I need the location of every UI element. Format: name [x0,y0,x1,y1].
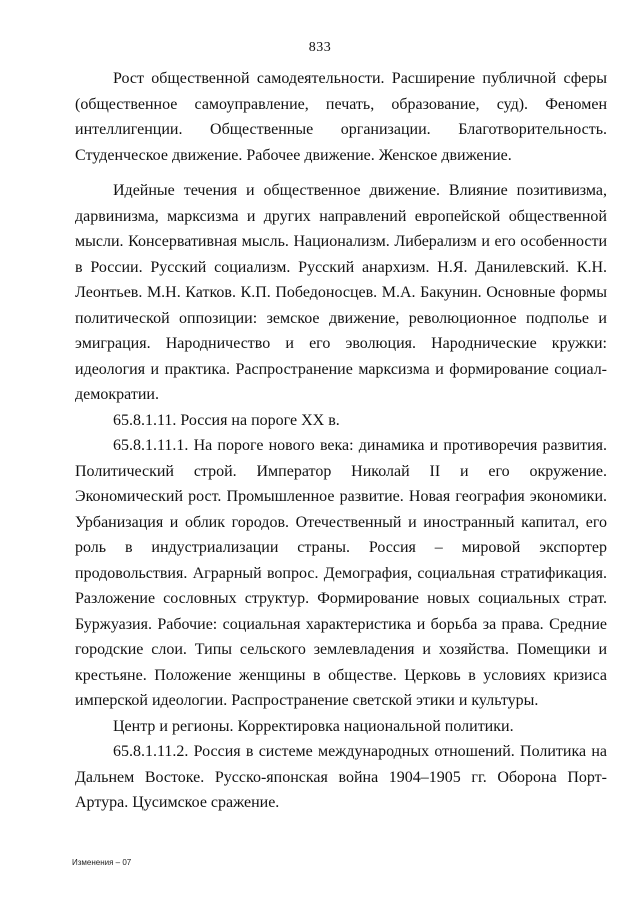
paragraph-international-relations: 65.8.1.11.2. Россия в системе международных отношений. Политика на Дальнем Востоке. Русско-японская война 1904–1905 гг. Оборона Порт-Артура. Цусимское сражение. [75,743,607,811]
paragraph-center-regions: Центр и регионы. Корректировка национальной политики. [113,717,514,735]
page-number: 833 [308,40,332,55]
section-heading-russia-xx-century: 65.8.1.11. Россия на пороге XX в. [113,411,340,429]
footer-revision-note: Изменения – 07 [72,858,132,867]
paragraph-ideological-movements: Идейные течения и общественное движение. Влияние позитивизма, дарвинизма, марксизма и других направлений европейской общественной мысли. Консервативная мысль. Национализм. Либерализм и его особенности в России. Русский социализм. Русский анархизм. Н.Я. Данилевский. К.Н. Леонтьев. М.Н. Катков. К.П. Победоносцев. М.А. Бакунин. Основные формы политической оппозиции: земское движение, революционное подполье и эмиграция. Народничество и его эволюция. Народнические кружки: идеология и практика. Распространение марксизма и формирование социал-демократии. [75,182,607,403]
paragraph-public-activity: Рост общественной самодеятельности. Расширение публичной сферы (общественное самоуправление, печать, образование, суд). Феномен интеллигенции. Общественные организации. Благотворительность. Студенческое движение. Рабочее движение. Женское движение. [75,70,607,164]
paragraph-new-century: 65.8.1.11.1. На пороге нового века: динамика и противоречия развития. Политический строй. Император Николай II и его окружение. Экономический рост. Промышленное развитие. Новая география экономики. Урбанизация и облик городов. Отечественный и иностранный капитал, его роль в индустриализации страны. Россия – мировой экспортер продовольствия. Аграрный вопрос. Демография, социальная стратификация. Разложение сословных структур. Формирование новых социальных страт. Буржуазия. Рабочие: социальная характеристика и борьба за права. Средние городские слои. Типы сельского землевладения и хозяйства. Помещики и крестьяне. Положение женщины в обществе. Церковь в условиях кризиса имперской идеологии. Распространение светской этики и культуры. [75,437,607,709]
page-body [75,66,607,816]
